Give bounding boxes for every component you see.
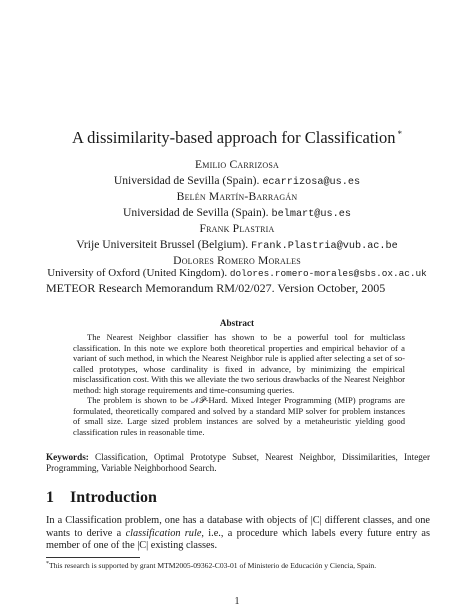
author-name-4: Dolores Romero Morales — [173, 254, 301, 267]
author-name-3: Frank Plastria — [199, 222, 275, 235]
keywords — [46, 452, 430, 474]
author-name-2: Belén Martín-Barragán — [176, 190, 298, 203]
footnote-text: This research is supported by grant MTM2005-09362-C03-01 of Ministerio de Educación y Ciencia, Spain. — [49, 561, 377, 570]
author-email: dolores.romero-morales@sbs.ox.ac.uk — [229, 268, 427, 279]
author-email: ecarrizosa@us.es — [262, 177, 361, 188]
author-affiliation-4 — [0, 266, 474, 281]
author-name-1: Emilio Carrizosa — [194, 158, 280, 171]
title-text: A dissimilarity-based approach for Classification — [71, 128, 396, 147]
affiliation-text: Vrije Universiteit Brussel (Belgium). — [76, 238, 249, 251]
section-number: 1 — [46, 489, 54, 506]
page-number: 1 — [234, 596, 240, 607]
section-title: Introduction — [70, 489, 157, 506]
abstract-paragraph-1: The Nearest Neighbor classifier has shown to be a powerful tool for multiclass classification. In this note we explore both theoretical properties and empirical behavior of a variant of such method, in which the Nearest Neighbor rule is applied after selecting a set of so-called prototypes, whose cardinality is fixed in advance, by minimizing the empirical misclassification cost. With this we alleviate the two serious drawbacks of the Nearest Neighbor method: high storage requirements and time-consuming queries. — [73, 332, 405, 395]
author-affiliation-2 — [0, 205, 474, 222]
author-email: belmart@us.es — [271, 209, 351, 220]
abstract-body — [73, 332, 405, 437]
author-email: Frank.Plastria@vub.ac.be — [251, 241, 398, 252]
intro-text-2: , i.e., a procedure which labels every future entry as member of one of the |C| existing classes. — [46, 527, 430, 552]
author-affiliation-3 — [0, 237, 474, 254]
author-affiliation-1 — [0, 173, 474, 190]
abstract-heading: Abstract — [219, 318, 255, 328]
title-footnote-mark: * — [397, 129, 402, 139]
footnote-rule — [46, 557, 140, 558]
affiliation-text: Universidad de Sevilla (Spain). — [113, 174, 260, 187]
section-heading — [46, 489, 157, 507]
keywords-label: Keywords: — [46, 452, 89, 462]
keywords-text: Classification, Optimal Prototype Subset, Nearest Neighbor, Dissimilarities, Integer Programming, Variable Neighborhood Search. — [46, 452, 431, 474]
footnote-mark: * — [46, 561, 49, 567]
intro-emphasis: classification rule — [125, 527, 202, 539]
intro-paragraph — [46, 515, 430, 553]
memorandum-line: METEOR Research Memorandum RM/02/027. Version October, 2005 — [46, 281, 386, 295]
intro-text-1: In a Classification problem, one has a database with objects of |C| different classes, and one wants to derive a — [46, 515, 430, 539]
abstract-paragraph-2: The problem is shown to be 𝒩𝒫-Hard. Mixed Integer Programming (MIP) programs are formulated, theoretically compared and solved by a standard MIP solver for problem instances of small size. Large sized problem instances are solved by a metaheuristic yielding good classification rules in reasonable time. — [73, 395, 405, 437]
affiliation-text: University of Oxford (United Kingdom). — [47, 267, 228, 279]
paper-title — [0, 128, 474, 148]
footnote — [46, 560, 430, 571]
affiliation-text: Universidad de Sevilla (Spain). — [123, 206, 269, 219]
